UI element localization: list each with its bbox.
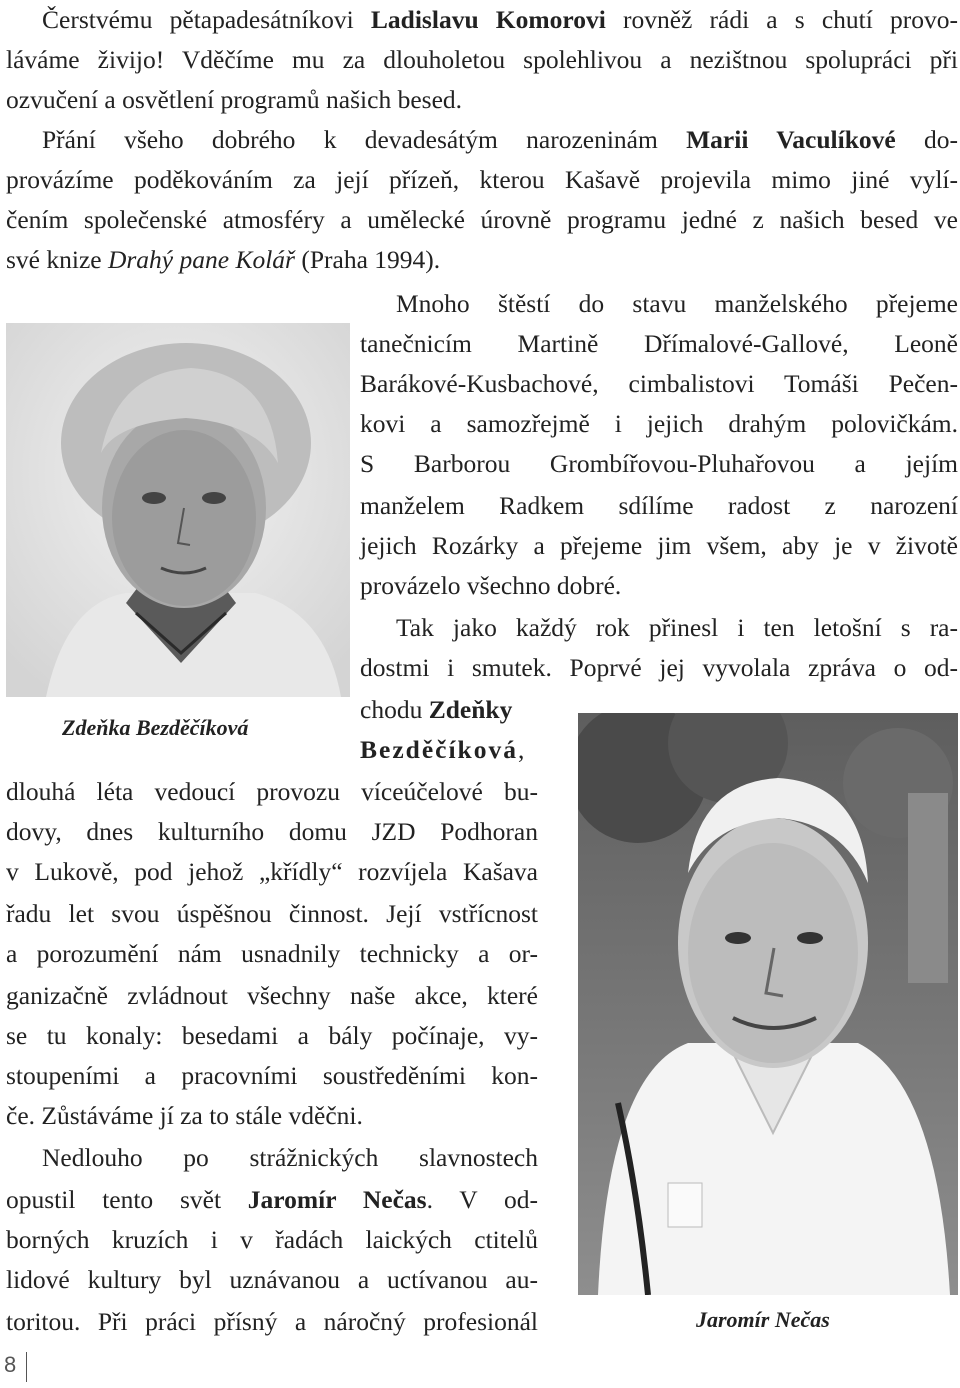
text: opustil tento svět: [6, 1185, 248, 1214]
paragraph-3-line-1: Mnoho štěstí do stavu manželského přejeme: [396, 289, 958, 318]
paragraph-5-line-5: toritou. Při práci přísný a náročný profesionál: [6, 1307, 538, 1336]
name-bezdecikova: Bezděčíková: [360, 735, 518, 764]
photo-2-caption: Jaromír Nečas: [696, 1307, 830, 1332]
paragraph-2-line-3: čením společenské atmosféry a umělecké úrovně programu jedné z našich besed ve: [6, 205, 958, 234]
text: chodu: [360, 695, 429, 724]
book-title: Drahý pane Kolář: [107, 245, 295, 274]
paragraph-5-line-4: lidové kultury byl uznávanou a uctívanou au-: [6, 1265, 538, 1294]
text: rovněž rádi a s chutí provo-: [605, 5, 958, 34]
paragraph-1-line-2: láváme živijo! Vděčíme mu za dlouholetou spolehlivou a nezištnou spolupráci při: [6, 45, 958, 74]
text: (Praha 1994).: [294, 245, 441, 274]
paragraph-3-line-7: jejich Rozárky a přejeme jim všem, aby je v životě: [360, 531, 958, 560]
paragraph-5-line-2: [6, 1180, 538, 1220]
page-number-divider: [26, 1352, 27, 1382]
paragraph-1-line-1: [6, 0, 958, 40]
name-jaromir-necas: Jaromír Nečas: [247, 1185, 427, 1214]
portrait-man-image: [578, 713, 958, 1295]
name-zdenka: Zdeňky: [428, 695, 513, 724]
paragraph-4-line-12: stoupeními a pracovními soustředěními kon-: [6, 1061, 538, 1090]
paragraph-4-line-7: v Lukově, pod jehož „křídly“ rozvíjela Kašava: [6, 857, 538, 886]
text: své knize: [6, 245, 108, 274]
paragraph-5-line-1: Nedlouho po strážnických slavnostech: [42, 1143, 538, 1172]
paragraph-3-line-4: kovi a samozřejmě i jejich drahým polovičkám.: [360, 409, 958, 438]
paragraph-4-line-6: dovy, dnes kulturního domu JZD Podhoran: [6, 817, 538, 846]
photo-jaromir-necas: [578, 713, 958, 1295]
paragraph-3-line-3: Barákové-Kusbachové, cimbalistovi Tomáši Pečen-: [360, 369, 958, 398]
paragraph-4-line-3: [360, 690, 540, 730]
paragraph-4-line-5: dlouhá léta vedoucí provozu víceúčelové bu-: [6, 777, 538, 806]
text: do-: [895, 125, 958, 154]
paragraph-1-line-3: ozvučení a osvětlení programů našich besed.: [6, 85, 463, 114]
paragraph-4-line-1: Tak jako každý rok přinesl i ten letošní s ra-: [396, 613, 958, 642]
paragraph-3-line-8: provázelo všechno dobré.: [360, 571, 622, 600]
paragraph-4-line-13: če. Zůstáváme jí za to stále vděčni.: [6, 1101, 363, 1130]
portrait-woman-image: [6, 323, 350, 697]
paragraph-4-line-8: řadu let svou úspěšnou činnost. Její vstřícnost: [6, 899, 538, 928]
paragraph-4-line-10: ganizačně zvládnout všechny naše akce, které: [6, 981, 538, 1010]
paragraph-2-line-2: provázíme poděkováním za její přízeň, kterou Kašavě projevila mimo jiné vylí-: [6, 165, 958, 194]
paragraph-4-line-4: [360, 730, 560, 770]
paragraph-2-line-4: [6, 240, 958, 280]
paragraph-4-line-2: dostmi i smutek. Poprvé jej vyvolala zpráva o od-: [360, 653, 958, 682]
text: Přání všeho dobrého k devadesátým narozeninám: [42, 125, 687, 154]
paragraph-5-line-3: borných kruzích i v řadách laických ctitelů: [6, 1225, 538, 1254]
text: ,: [517, 735, 525, 764]
photo-zdenka-bezdecikova: [6, 323, 350, 697]
photo-1-caption: Zdeňka Bezděčíková: [62, 715, 249, 740]
paragraph-4-line-9: a porozumění nám usnadnily technicky a or-: [6, 939, 538, 968]
page-number: 8: [4, 1352, 17, 1377]
name-ladislav-komora: Ladislavu Komorovi: [370, 5, 606, 34]
paragraph-4-line-11: se tu konaly: besedami a bály počínaje, vy-: [6, 1021, 538, 1050]
paragraph-2-line-1: [6, 120, 958, 160]
paragraph-3-line-6: manželem Radkem sdílíme radost z narození: [360, 491, 958, 520]
paragraph-3-line-5: S Barborou Grombířovou-Pluhařovou a jejím: [360, 449, 958, 478]
text: . V od-: [426, 1185, 538, 1214]
name-marie-vaculikova: Marii Vaculíkové: [686, 125, 896, 154]
paragraph-3-line-2: tanečnicím Martině Dřímalové-Gallové, Leoně: [360, 329, 958, 358]
text: Čerstvému pětapadesátníkovi: [42, 5, 371, 34]
